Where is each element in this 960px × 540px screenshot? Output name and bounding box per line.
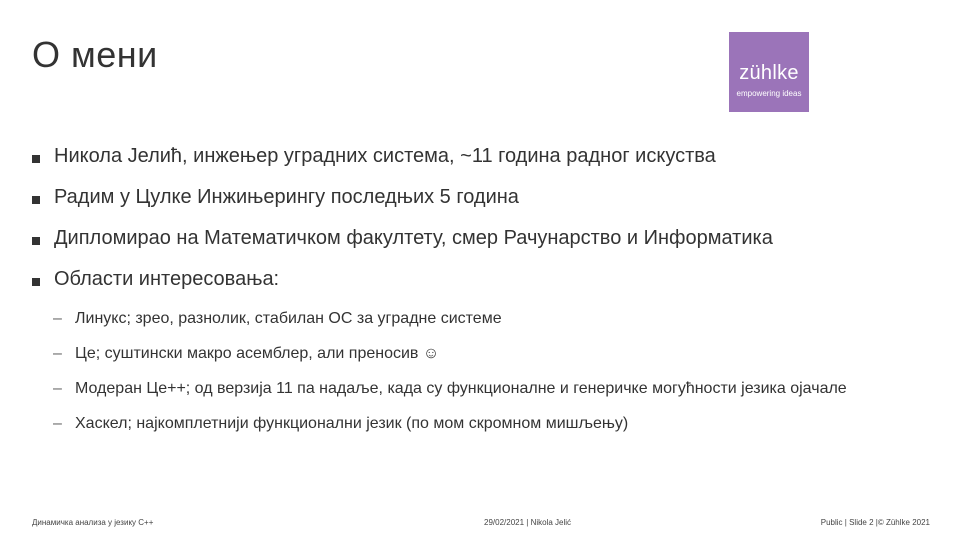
sub-bullet-text: Модеран Це++; од верзија 11 па надаље, када су функционалне и генеричке могућности језика ојачале bbox=[75, 380, 847, 397]
dash-bullet-icon: – bbox=[53, 310, 62, 327]
bullet-text: Области интересовања: bbox=[54, 268, 280, 290]
sub-bullet-item bbox=[53, 344, 933, 364]
logo-tagline: empowering ideas bbox=[736, 89, 802, 98]
bullet-item bbox=[32, 226, 932, 250]
bullet-item bbox=[32, 144, 932, 168]
sub-bullet-item bbox=[53, 379, 933, 399]
square-bullet-icon bbox=[32, 196, 40, 204]
footer-left: Динамичка анализа у језику C++ bbox=[32, 518, 154, 527]
square-bullet-icon bbox=[32, 155, 40, 163]
logo-wordmark: zühlke bbox=[739, 62, 799, 84]
footer-right: Public | Slide 2 |© Zühlke 2021 bbox=[820, 518, 930, 527]
sub-bullet-text: Хаскел; најкомплетнији функционални језик (по мом скромном мишљењу) bbox=[75, 415, 629, 432]
square-bullet-icon bbox=[32, 237, 40, 245]
bullet-item bbox=[32, 185, 932, 209]
bullet-text: Никола Јелић, инжењер уградних система, ~11 година радног искуства bbox=[54, 145, 716, 167]
sub-bullet-text: Це; суштински макро асемблер, али преносив ☺ bbox=[75, 345, 440, 362]
sub-bullet-list bbox=[53, 309, 933, 434]
bullet-item bbox=[32, 267, 932, 291]
square-bullet-icon bbox=[32, 278, 40, 286]
dash-bullet-icon: – bbox=[53, 380, 62, 397]
dash-bullet-icon: – bbox=[53, 415, 62, 432]
slide-title: О мени bbox=[32, 34, 158, 75]
sub-bullet-text: Линукс; зрео, разнолик, стабилан ОС за уградне системе bbox=[75, 310, 502, 327]
bullet-text: Дипломирао на Математичком факултету, смер Рачунарство и Информатика bbox=[54, 227, 773, 249]
sub-bullet-item bbox=[53, 414, 933, 434]
zuhlke-logo bbox=[729, 32, 809, 112]
bullet-text: Радим у Цулке Инжињерингу последњих 5 година bbox=[54, 186, 519, 208]
main-bullet-list bbox=[32, 144, 932, 308]
footer-center: 29/02/2021 | Nikola Jelić bbox=[484, 518, 572, 527]
dash-bullet-icon: – bbox=[53, 345, 62, 362]
sub-bullet-item bbox=[53, 309, 933, 329]
